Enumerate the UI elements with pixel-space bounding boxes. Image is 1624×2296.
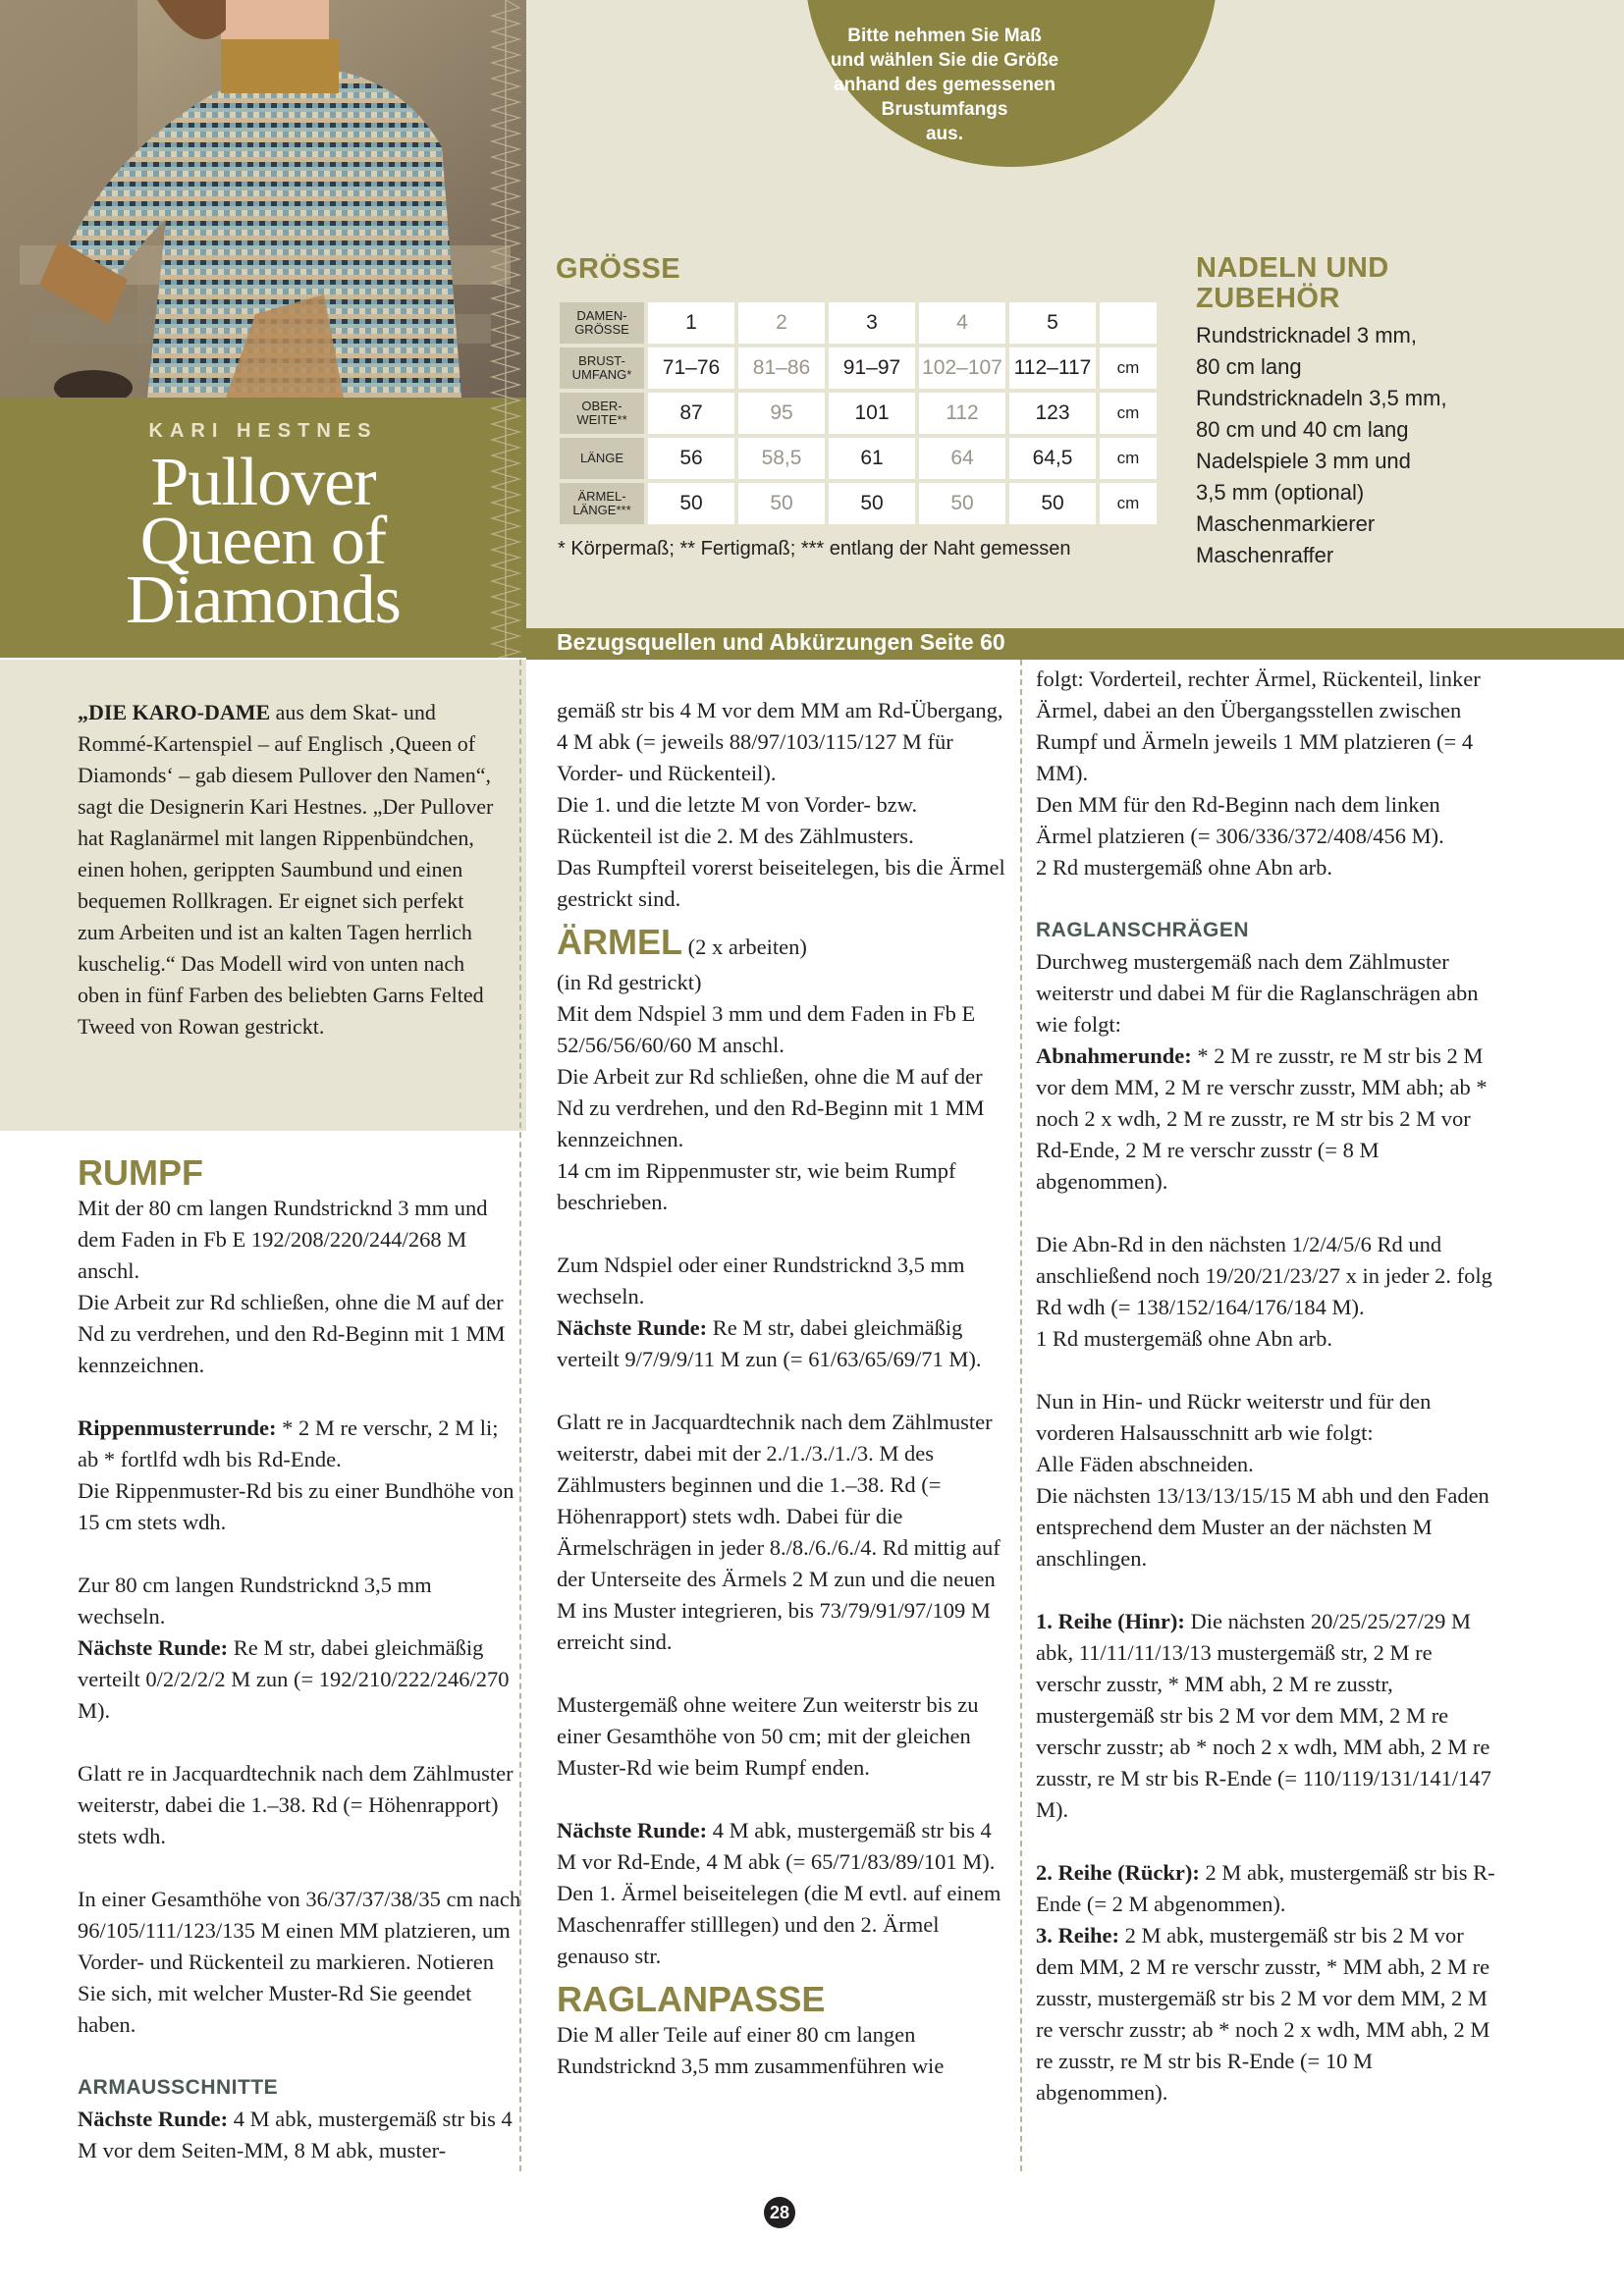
size-cell: 3 xyxy=(829,302,915,344)
size-cell: 123 xyxy=(1009,393,1096,434)
needles-item: 80 cm und 40 cm lang xyxy=(1196,417,1409,442)
paragraph: (in Rd gestrickt) xyxy=(557,970,702,994)
size-unit: cm xyxy=(1100,483,1157,524)
paragraph: gemäß str bis 4 M vor dem MM am Rd-Übergang, 4 M abk (= jeweils 88/97/103/115/127 M für Vorder- und Rückenteil). xyxy=(557,698,1003,785)
needles-item: 3,5 mm (optional) xyxy=(1196,480,1365,505)
paragraph: Glatt re in Jacquardtechnik nach dem Zählmuster weiterstr, dabei mit der 2./1./3./1./3. M des Zählmusters beginnen und die 1.–38. Rd (= Höhenrapport) stets wdh. Dabei für die Ärmelschrägen in jeder 8./8./6./6./4. Rd mittig auf der Unterseite des Ärmels 2 M zun und die neuen M ins Muster integrieren, bis 73/79/91/97/109 M erreicht sind. xyxy=(557,1410,1001,1654)
size-cell: 56 xyxy=(648,438,734,479)
bold-lead: 3. Reihe: xyxy=(1036,1923,1119,1948)
size-table-row xyxy=(560,483,1157,524)
bold-lead: 2. Reihe (Rückr): xyxy=(1036,1860,1200,1885)
hint-line: und wählen Sie die Größe xyxy=(830,50,1059,71)
size-cell: 64,5 xyxy=(1009,438,1096,479)
paragraph: Mit der 80 cm langen Rundstricknd 3 mm und dem Faden in Fb E 192/208/220/244/268 M anschl. xyxy=(78,1196,488,1283)
paragraph-text: 2 M abk, mustergemäß str bis 2 M vor dem MM, 2 M re verschr zusstr, * MM abh, 2 M re zusstr, mustergemäß str bis 2 M vor dem MM, 2 M re verschr zusstr; ab * noch 2 x wdh, MM abh, 2 M re zusstr, re M str bis R-Ende (= 10 M abgenommen). xyxy=(1036,1923,1490,2105)
size-row-label: DAMEN-GRÖSSE xyxy=(560,302,644,344)
size-cell: 58,5 xyxy=(738,438,825,479)
size-cell: 61 xyxy=(829,438,915,479)
needles-heading-line: NADELN UND xyxy=(1196,252,1389,284)
bold-lead: Nächste Runde: xyxy=(78,1635,229,1660)
hint-line: Bitte nehmen Sie Maß xyxy=(847,26,1042,46)
size-unit: cm xyxy=(1100,438,1157,479)
size-row-label: ÄRMEL-LÄNGE*** xyxy=(560,483,644,524)
designer-name: KARI HESTNES xyxy=(148,420,378,442)
paragraph: Die Arbeit zur Rd schließen, ohne die M auf der Nd zu verdrehen, und den Rd-Beginn mit 1 MM kennzeichnen. xyxy=(557,1064,985,1151)
size-cell: 64 xyxy=(919,438,1005,479)
needles-item: Nadelspiele 3 mm und xyxy=(1196,449,1411,473)
size-cell: 81–86 xyxy=(738,347,825,389)
needles-item: 80 cm lang xyxy=(1196,354,1302,379)
needles-item: Maschenraffer xyxy=(1196,543,1334,567)
size-cell: 50 xyxy=(829,483,915,524)
paragraph-text: Re M str, dabei gleichmäßig verteilt 0/2/2/2/2 M zun (= 192/210/222/246/270 M). xyxy=(78,1635,510,1723)
paragraph-text: 2 M abk, mustergemäß str bis R-Ende (= 2 M abgenommen). xyxy=(1036,1860,1495,1916)
size-heading: GRÖSSE xyxy=(556,253,681,285)
intro-lead: „DIE KARO-DAME xyxy=(78,700,271,724)
size-cell: 1 xyxy=(648,302,734,344)
intro-body: aus dem Skat- und Rommé-Kartenspiel – auf Englisch ‚Queen of Diamonds‘ – gab diesem Pullover den Namen“, sagt die Designerin Kari Hestnes. „Der Pullover hat Raglanärmel mit langen Rippenbündchen, einen hohen, gerippten Saumbund und einen bequemen Rollkragen. Er eignet sich perfekt zum Arbeiten und ist an kalten Tagen herrlich kuschelig.“ Das Modell wird von unten nach oben in fünf Farben des beliebten Garns Felted Tweed von Rowan gestrickt. xyxy=(78,700,494,1039)
paragraph xyxy=(1036,1857,1497,1920)
paragraph-text: 4 M abk, mustergemäß str bis 4 M vor Rd-Ende, 4 M abk (= 65/71/83/89/101 M). xyxy=(557,1818,996,1874)
bold-lead: Nächste Runde: xyxy=(557,1818,708,1842)
section-heading-raglanpasse: RAGLANPASSE xyxy=(557,1979,826,2019)
measure-hint-text xyxy=(825,24,1064,146)
paragraph: Mit dem Ndspiel 3 mm und dem Faden in Fb E 52/56/56/60/60 M anschl. xyxy=(557,1001,976,1057)
intro-paragraph xyxy=(78,697,500,1042)
section-subheading-raglanschraegen: RAGLANSCHRÄGEN xyxy=(1036,919,1249,941)
hint-line: Brustumfangs xyxy=(881,99,1008,120)
paragraph: Die Abn-Rd in den nächsten 1/2/4/5/6 Rd und anschließend noch 19/20/21/23/27 x in jeder 2. folg Rd wdh (= 138/152/164/176/184 M). xyxy=(1036,1232,1492,1319)
paragraph-text: * 2 M re zusstr, re M str bis 2 M vor dem MM, 2 M re verschr zusstr, MM abh; ab * noch 2 x wdh, 2 M re zusstr, re M str bis 2 M vor Rd-Ende, 2 M re verschr zusstr (= 8 M abgenommen). xyxy=(1036,1043,1488,1194)
needles-list xyxy=(1196,320,1447,571)
size-unit xyxy=(1100,302,1157,344)
needles-heading-line: ZUBEHÖR xyxy=(1196,283,1340,314)
section-heading-aermel xyxy=(557,923,1008,967)
paragraph: 1 Rd mustergemäß ohne Abn arb. xyxy=(1036,1326,1333,1351)
hint-line: anhand des gemessenen xyxy=(834,75,1056,95)
paragraph: 2 Rd mustergemäß ohne Abn arb. xyxy=(1036,855,1333,880)
size-cell: 50 xyxy=(648,483,734,524)
heading-aside: (2 x arbeiten) xyxy=(682,934,807,959)
paragraph xyxy=(78,1632,524,1727)
needles-item: Rundstricknadel 3 mm, xyxy=(1196,323,1417,347)
heading-text: ÄRMEL xyxy=(557,922,682,962)
column-2 xyxy=(557,695,1008,2082)
needles-item: Rundstricknadeln 3,5 mm, xyxy=(1196,386,1447,410)
size-cell: 91–97 xyxy=(829,347,915,389)
paragraph: Glatt re in Jacquardtechnik nach dem Zählmuster weiterstr, dabei die 1.–38. Rd (= Höhenrapport) stets wdh. xyxy=(78,1761,514,1848)
size-cell: 95 xyxy=(738,393,825,434)
paragraph xyxy=(557,1815,1008,1878)
paragraph: folgt: Vorderteil, rechter Ärmel, Rückenteil, linker Ärmel, dabei an den Übergangsstellen zwischen Rumpf und Ärmeln jeweils 1 MM platzieren (= 4 MM). xyxy=(1036,667,1481,785)
paragraph: Zur 80 cm langen Rundstricknd 3,5 mm wechseln. xyxy=(78,1573,432,1629)
paragraph: Die nächsten 13/13/13/15/15 M abh und den Faden entsprechend dem Muster an der nächsten M anschlingen. xyxy=(1036,1483,1489,1571)
paragraph: Den MM für den Rd-Beginn nach dem linken Ärmel platzieren (= 306/336/372/408/456 M). xyxy=(1036,792,1444,848)
size-table-row xyxy=(560,302,1157,344)
size-cell: 50 xyxy=(919,483,1005,524)
sources-ribbon-text: Bezugsquellen und Abkürzungen Seite 60 xyxy=(557,629,1005,655)
size-row-label: BRUST-UMFANG* xyxy=(560,347,644,389)
page-number: 28 xyxy=(764,2197,795,2228)
paragraph xyxy=(1036,1041,1497,1198)
size-cell: 101 xyxy=(829,393,915,434)
column-divider xyxy=(1020,660,1022,2171)
paragraph: Mustergemäß ohne weitere Zun weiterstr bis zu einer Gesamthöhe von 50 cm; mit der gleichen Muster-Rd wie beim Rumpf enden. xyxy=(557,1692,979,1780)
needles-item: Maschenmarkierer xyxy=(1196,511,1376,536)
column-3 xyxy=(1036,664,1497,2109)
title-line: Diamonds xyxy=(126,562,401,638)
bold-lead: Nächste Runde: xyxy=(557,1315,708,1340)
paragraph: Nun in Hin- und Rückr weiterstr und für den vorderen Halsausschnitt arb wie folgt: xyxy=(1036,1389,1432,1445)
hint-line: aus. xyxy=(925,124,964,144)
paragraph-text: * 2 M re verschr, 2 M li; ab * fortlfd wdh bis Rd-Ende. xyxy=(78,1415,499,1471)
size-table-row xyxy=(560,347,1157,389)
size-table-row xyxy=(560,438,1157,479)
title-line: Queen of xyxy=(139,504,387,579)
size-cell: 50 xyxy=(1009,483,1096,524)
paragraph: Alle Fäden abschneiden. xyxy=(1036,1452,1254,1476)
paragraph: Den 1. Ärmel beiseitelegen (die M evtl. auf einem Maschenraffer stilllegen) und den 2. Ärmel genauso str. xyxy=(557,1881,1001,1968)
paragraph-text: Die nächsten 20/25/25/27/29 M abk, 11/11/11/13/13 mustergemäß str, 2 M re verschr zusstr, * MM abh, 2 M re zusstr, mustergemäß str bis 2 M vor dem MM, 2 M re verschr zusstr; ab * noch 2 x wdh, MM abh, 2 M re zusstr, re M str bis R-Ende (= 110/119/131/141/147 M). xyxy=(1036,1609,1491,1822)
paragraph: Durchweg mustergemäß nach dem Zählmuster weiterstr und dabei M für die Raglanschrägen abn wie folgt: xyxy=(1036,949,1479,1037)
size-cell: 112 xyxy=(919,393,1005,434)
section-subheading-armausschnitte: ARMAUSSCHNITTE xyxy=(78,2076,279,2099)
zigzag-decoration xyxy=(484,0,527,658)
paragraph: Die Rippenmuster-Rd bis zu einer Bundhöhe von 15 cm stets wdh. xyxy=(78,1478,514,1534)
bold-lead: Abnahmerunde: xyxy=(1036,1043,1192,1068)
paragraph xyxy=(557,1312,1008,1375)
paragraph: Die M aller Teile auf einer 80 cm langen Rundstricknd 3,5 mm zusammenführen wie xyxy=(557,2022,945,2078)
size-cell: 112–117 xyxy=(1009,347,1096,389)
bold-lead: 1. Reihe (Hinr): xyxy=(1036,1609,1185,1633)
size-cell: 71–76 xyxy=(648,347,734,389)
paragraph xyxy=(1036,1606,1497,1826)
size-unit: cm xyxy=(1100,347,1157,389)
size-cell: 2 xyxy=(738,302,825,344)
size-row-label: OBER-WEITE** xyxy=(560,393,644,434)
paragraph: In einer Gesamthöhe von 36/37/37/38/35 cm nach 96/105/111/123/135 M einen MM platzieren, um Vorder- und Rückenteil zu markieren. Notieren Sie sich, mit welcher Muster-Rd Sie geendet haben. xyxy=(78,1887,521,2037)
paragraph-text: Re M str, dabei gleichmäßig verteilt 9/7/9/9/11 M zun (= 61/63/65/69/71 M). xyxy=(557,1315,982,1371)
bold-lead: Rippenmusterrunde: xyxy=(78,1415,277,1440)
size-table xyxy=(556,298,1161,528)
size-footnote: * Körpermaß; ** Fertigmaß; *** entlang der Naht gemessen xyxy=(558,538,1071,560)
paragraph: 14 cm im Rippenmuster str, wie beim Rumpf beschrieben. xyxy=(557,1158,956,1214)
paragraph: Das Rumpfteil vorerst beiseitelegen, bis die Ärmel gestrickt sind. xyxy=(557,855,1005,911)
paragraph-text: 4 M abk, mustergemäß str bis 4 M vor dem Seiten-MM, 8 M abk, muster- xyxy=(78,2107,513,2163)
size-cell: 4 xyxy=(919,302,1005,344)
paragraph: Die 1. und die letzte M von Vorder- bzw. Rückenteil ist die 2. M des Zählmusters. xyxy=(557,792,918,848)
size-cell: 50 xyxy=(738,483,825,524)
size-cell: 102–107 xyxy=(919,347,1005,389)
column-1 xyxy=(78,1153,524,2166)
size-cell: 87 xyxy=(648,393,734,434)
bold-lead: Nächste Runde: xyxy=(78,2107,229,2131)
size-table-row xyxy=(560,393,1157,434)
title-line: Pullover xyxy=(150,445,376,520)
paragraph: Die Arbeit zur Rd schließen, ohne die M auf der Nd zu verdrehen, und den Rd-Beginn mit 1 MM kennzeichnen. xyxy=(78,1290,506,1377)
paragraph xyxy=(78,1413,524,1475)
size-cell: 5 xyxy=(1009,302,1096,344)
sweater-photo xyxy=(0,0,526,398)
section-heading-rumpf: RUMPF xyxy=(78,1152,203,1193)
paragraph xyxy=(78,2104,524,2166)
size-unit: cm xyxy=(1100,393,1157,434)
size-row-label: LÄNGE xyxy=(560,438,644,479)
paragraph xyxy=(1036,1920,1497,2109)
needles-heading xyxy=(1196,253,1490,314)
pattern-title xyxy=(0,445,526,638)
paragraph: Zum Ndspiel oder einer Rundstricknd 3,5 mm wechseln. xyxy=(557,1253,965,1308)
